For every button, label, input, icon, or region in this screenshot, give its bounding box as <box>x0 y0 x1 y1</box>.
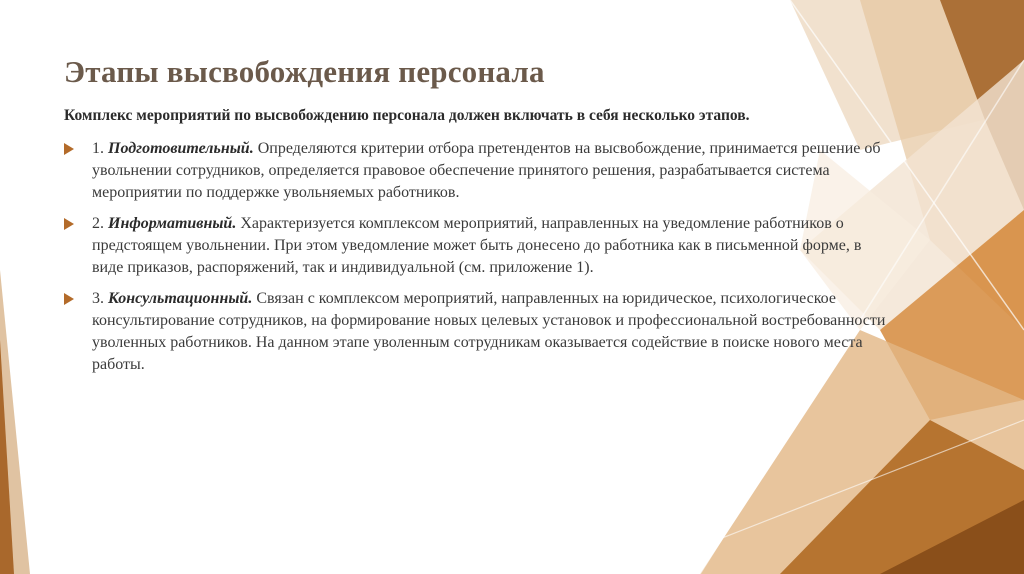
item-description: Связан с комплексом мероприятий, направленных на юридическое, психологическое консультирование сотрудников, на формирование новых целевых установок и профессиональной востребованности уволенных работников. На данном этапе уволенным сотрудникам оказывается содействие в поиске нового места работы. <box>92 290 886 373</box>
item-name: Подготовительный. <box>108 140 254 157</box>
list-item <box>64 138 894 204</box>
item-number: 1. <box>92 140 104 157</box>
intro-text: Комплекс мероприятий по высвобождению персонала должен включать в себя несколько этапов. <box>64 107 750 124</box>
item-name: Консультационный. <box>108 290 253 307</box>
item-description: Характеризуется комплексом мероприятий, направленных на уведомление работников о предстоящем увольнении. При этом уведомление может быть донесено до работника как в письменной форме, в виде приказов, распоряжений, так и индивидуальной (см. приложение 1). <box>92 215 862 276</box>
item-number: 3. <box>92 290 104 307</box>
triangle-bullet-icon <box>64 143 74 155</box>
item-number: 2. <box>92 215 104 232</box>
triangle-bullet-icon <box>64 293 74 305</box>
triangle-bullet-icon <box>64 218 74 230</box>
item-description: Определяются критерии отбора претендентов на высвобождение, принимается решение об увольнении сотрудников, определяется правовое обеспечение принятого решения, разрабатывается система мероприятии по поддержке увольняемых работников. <box>92 140 881 201</box>
slide-title: Этапы высвобождения персонала <box>64 54 545 89</box>
list-item <box>64 213 894 279</box>
stage-list <box>64 138 894 385</box>
list-item <box>64 288 894 376</box>
item-name: Информативный. <box>108 215 237 232</box>
